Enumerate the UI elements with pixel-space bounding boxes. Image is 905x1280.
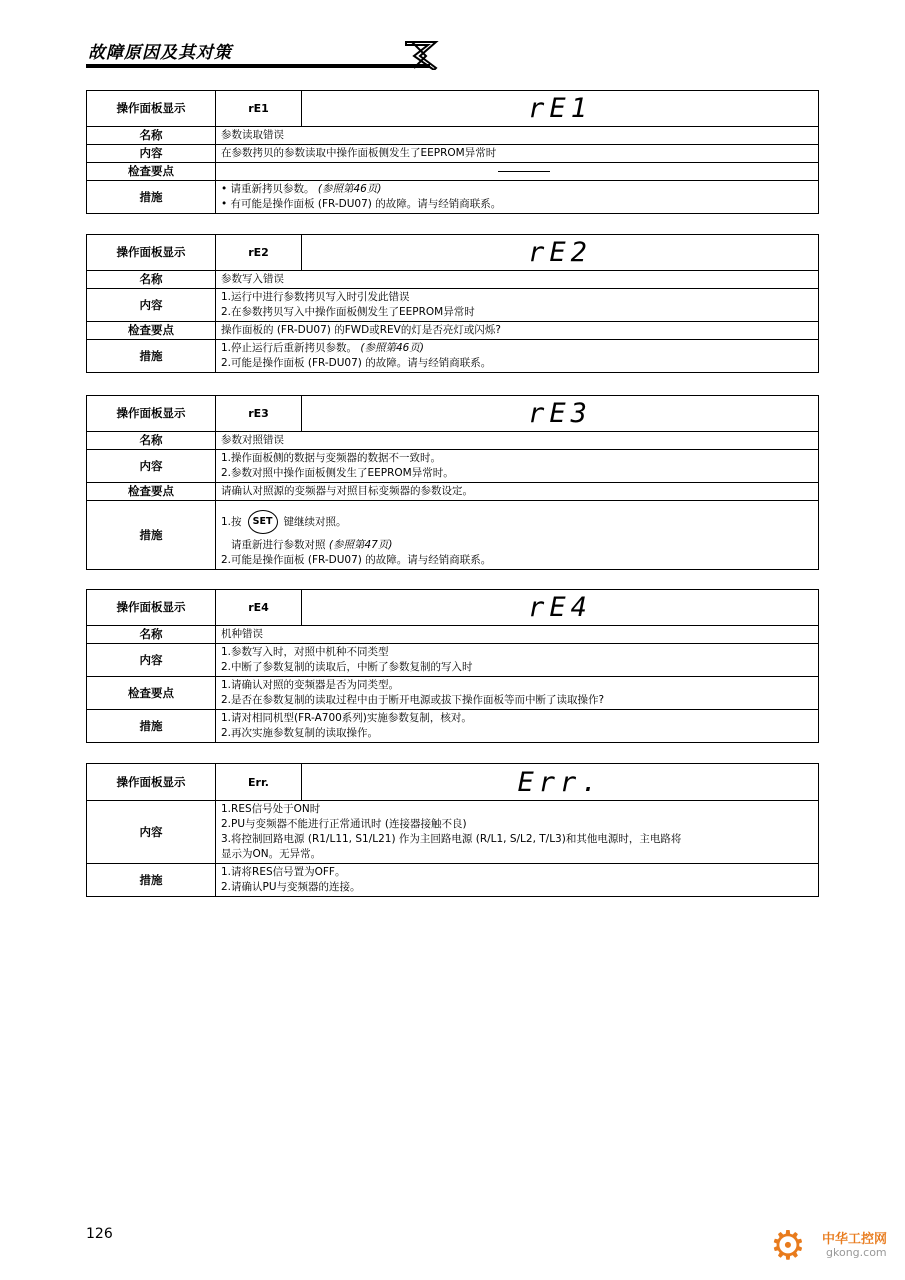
check-text (216, 483, 819, 501)
display-label: 操作面板显示 (87, 764, 216, 801)
header-rule (86, 64, 430, 68)
action-row (87, 710, 819, 743)
error-code: rE4 (216, 590, 302, 626)
page-reference: (参照第47页) (328, 539, 393, 551)
display-row (87, 764, 819, 801)
error-table-re4 (86, 589, 819, 743)
content-line: 2.PU与变频器不能进行正常通讯时 (连接器接触不良) (221, 818, 467, 830)
action-suffix: 键继续对照。 (283, 516, 347, 528)
name-label: 名称 (87, 271, 216, 289)
name-row (87, 626, 819, 644)
content-line: 在参数拷贝的参数读取中操作面板侧发生了EEPROM异常时 (221, 147, 497, 159)
error-code: rE2 (216, 235, 302, 271)
error-table-re1 (86, 90, 819, 214)
action-line (221, 538, 813, 553)
content-text (216, 145, 819, 163)
content-label: 内容 (87, 801, 216, 864)
check-row (87, 163, 819, 181)
action-label: 措施 (87, 710, 216, 743)
display-label: 操作面板显示 (87, 590, 216, 626)
segment-display (302, 91, 819, 127)
action-line (221, 182, 813, 197)
action-text-cell (216, 181, 819, 214)
content-label: 内容 (87, 145, 216, 163)
content-label: 内容 (87, 450, 216, 483)
check-line: 2.是否在参数复制的读取过程中由于断开电源或拔下操作面板等而中断了读取操作? (221, 694, 605, 706)
check-dash (498, 171, 550, 172)
action-set-line (221, 502, 813, 538)
action-prefix: 1.按 (221, 516, 242, 528)
content-row (87, 450, 819, 483)
segment-display (302, 396, 819, 432)
segment-text: rE4 (528, 592, 592, 623)
page-reference: (参照第46页) (360, 342, 424, 354)
segment-text: rE2 (528, 237, 592, 268)
action-row (87, 181, 819, 214)
error-code: rE1 (216, 91, 302, 127)
action-label: 措施 (87, 864, 216, 897)
action-text: 2.请确认PU与变频器的连接。 (221, 881, 361, 893)
page-reference: (参照第46页) (317, 183, 382, 195)
action-line (221, 880, 813, 895)
name-label: 名称 (87, 127, 216, 145)
action-text: 2.再次实施参数复制的读取操作。 (221, 727, 379, 739)
content-line: 3.将控制回路电源 (R1/L11, S1/L21) 作为主回路电源 (R/L1, S/L2, T/L3)和其他电源时，主电路将 (221, 833, 682, 845)
content-line: 1.参数写入时，对照中机种不同类型 (221, 646, 389, 658)
segment-text: rE3 (528, 398, 592, 429)
action-text: 2.可能是操作面板 (FR-DU07) 的故障。请与经销商联系。 (221, 554, 492, 566)
check-line: 1.请确认对照的变频器是否为同类型。 (221, 679, 400, 691)
action-text-cell (216, 710, 819, 743)
action-line (221, 711, 813, 726)
error-table-err (86, 763, 819, 897)
check-none (221, 171, 813, 172)
check-label: 检查要点 (87, 163, 216, 181)
segment-display (302, 764, 819, 801)
action-text: • 有可能是操作面板 (FR-DU07) 的故障。请与经销商联系。 (221, 198, 502, 210)
check-line: 请确认对照源的变频器与对照目标变频器的参数设定。 (221, 485, 473, 497)
error-name: 参数读取错误 (216, 127, 819, 145)
check-row (87, 677, 819, 710)
page-header-title: 故障原因及其对策 (88, 43, 232, 63)
check-label: 检查要点 (87, 322, 216, 340)
display-row (87, 235, 819, 271)
check-label: 检查要点 (87, 483, 216, 501)
content-text (216, 289, 819, 322)
action-label: 措施 (87, 181, 216, 214)
content-line: 2.中断了参数复制的读取后，中断了参数复制的写入时 (221, 661, 473, 673)
action-line (221, 865, 813, 880)
set-key-icon: SET (248, 510, 278, 534)
segment-text: Err. (517, 766, 603, 798)
name-row (87, 271, 819, 289)
name-label: 名称 (87, 432, 216, 450)
segment-display (302, 235, 819, 271)
display-row (87, 590, 819, 626)
name-label: 名称 (87, 626, 216, 644)
content-line: 2.参数对照中操作面板侧发生了EEPROM异常时。 (221, 467, 454, 479)
check-line: 操作面板的 (FR-DU07) 的FWD或REV的灯是否亮灯或闪烁? (221, 324, 501, 336)
action-text: 1.停止运行后重新拷贝参数。 (221, 342, 358, 354)
site-watermark (770, 1222, 900, 1272)
action-text: • 请重新拷贝参数。 (221, 183, 315, 195)
check-text (216, 677, 819, 710)
action-label: 措施 (87, 340, 216, 373)
segment-text: rE1 (528, 93, 592, 124)
display-row (87, 91, 819, 127)
page-number: 126 (86, 1226, 113, 1242)
error-code: rE3 (216, 396, 302, 432)
content-text (216, 801, 819, 864)
action-line (221, 197, 813, 212)
check-row (87, 322, 819, 340)
error-table-re3 (86, 395, 819, 570)
action-text: 1.请将RES信号置为OFF。 (221, 866, 346, 878)
content-line: 显示为ON。无异常。 (221, 848, 322, 860)
action-text: 2.可能是操作面板 (FR-DU07) 的故障。请与经销商联系。 (221, 357, 492, 369)
gear-icon: ⚙ (770, 1223, 806, 1269)
content-text (216, 450, 819, 483)
display-label: 操作面板显示 (87, 235, 216, 271)
action-text: 1.请对相同机型(FR-A700系列)实施参数复制，核对。 (221, 712, 472, 724)
action-text: 请重新进行参数对照 (221, 539, 326, 551)
action-text-cell (216, 501, 819, 570)
mitsubishi-stripe-logo (400, 40, 440, 70)
name-row (87, 127, 819, 145)
content-line: 2.在参数拷贝写入中操作面板侧发生了EEPROM异常时 (221, 306, 475, 318)
action-line (221, 341, 813, 356)
action-label: 措施 (87, 501, 216, 570)
error-table-re2 (86, 234, 819, 373)
check-row (87, 483, 819, 501)
content-row (87, 289, 819, 322)
content-row (87, 801, 819, 864)
action-text-cell (216, 340, 819, 373)
check-label: 检查要点 (87, 677, 216, 710)
content-label: 内容 (87, 289, 216, 322)
action-line (221, 726, 813, 741)
watermark-name: 中华工控网 (822, 1232, 888, 1247)
watermark-site: gkong.com (826, 1246, 887, 1259)
content-line: 1.操作面板侧的数据与变频器的数据不一致时。 (221, 452, 442, 464)
action-row (87, 864, 819, 897)
error-name: 机种错误 (216, 626, 819, 644)
action-line (221, 356, 813, 371)
content-row (87, 644, 819, 677)
name-row (87, 432, 819, 450)
display-label: 操作面板显示 (87, 91, 216, 127)
display-label: 操作面板显示 (87, 396, 216, 432)
segment-display (302, 590, 819, 626)
action-line (221, 553, 813, 568)
error-name: 参数对照错误 (216, 432, 819, 450)
content-text (216, 644, 819, 677)
action-row (87, 340, 819, 373)
check-text (216, 322, 819, 340)
content-line: 1.运行中进行参数拷贝写入时引发此错误 (221, 291, 410, 303)
error-code: Err. (216, 764, 302, 801)
content-line: 1.RES信号处于ON时 (221, 803, 321, 815)
action-text-cell (216, 864, 819, 897)
content-label: 内容 (87, 644, 216, 677)
action-row (87, 501, 819, 570)
error-name: 参数写入错误 (216, 271, 819, 289)
display-row (87, 396, 819, 432)
check-text (216, 163, 819, 181)
content-row (87, 145, 819, 163)
